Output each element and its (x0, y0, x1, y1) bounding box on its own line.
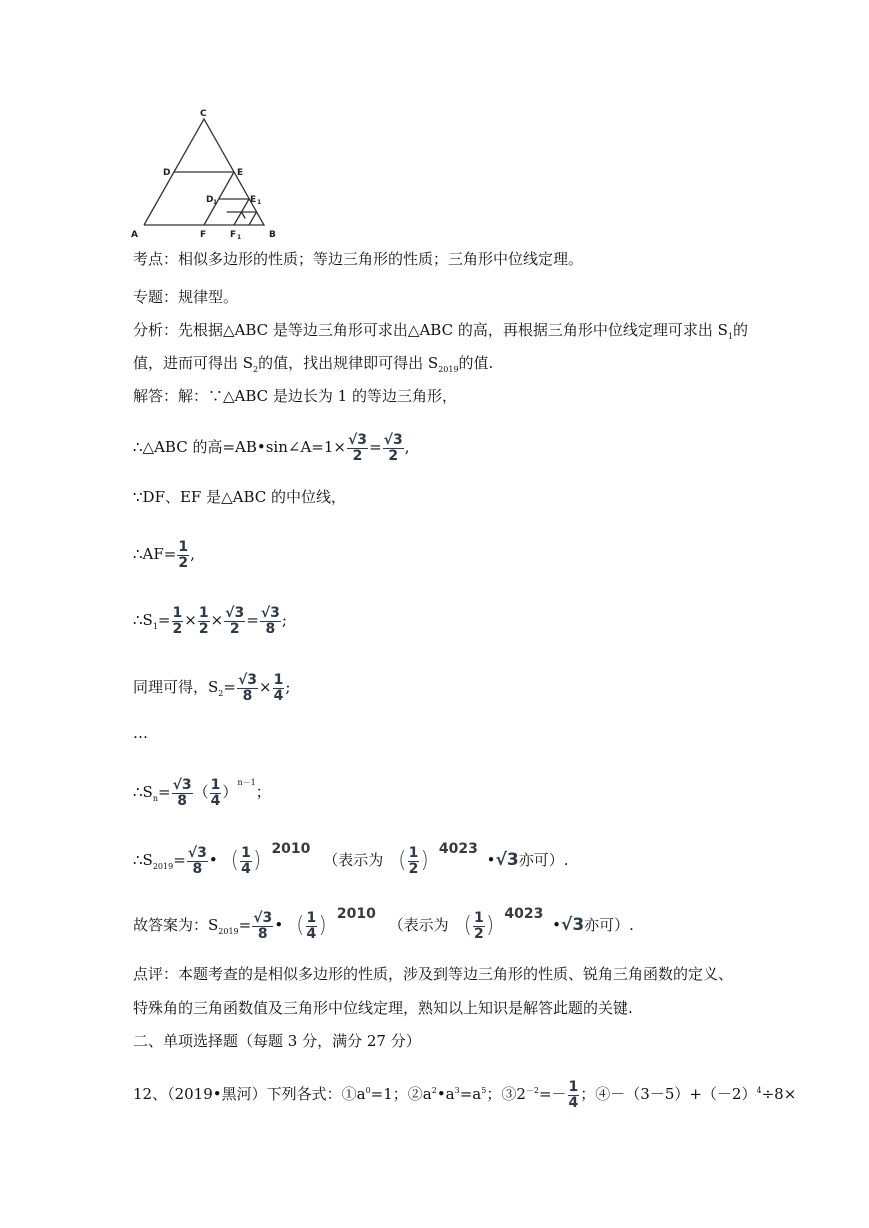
s2019-rparen-2: ) (420, 848, 429, 873)
answer-alt-end: 亦可）. (584, 916, 634, 934)
s2019-pre: ∴S (133, 851, 153, 869)
answer-sqrt3: √3 (560, 915, 585, 935)
q12-sup5: 5 (481, 1086, 487, 1095)
fraction-sqrt3-over-2: $\frac{√3}{2}$ (347, 431, 368, 464)
fenxi-line-2 (133, 353, 493, 380)
answer-line (133, 905, 634, 952)
label-d1-sub: 1 (213, 199, 218, 206)
q12-e: ；③2 (486, 1085, 526, 1103)
s2-eq: = (223, 678, 236, 696)
q12-c: •a (436, 1085, 455, 1103)
jieda-line: 解答：解：∵△ABC 是边长为 1 的等边三角形， (133, 387, 457, 405)
s2019-eq: = (173, 851, 186, 869)
label-d1: D (206, 195, 214, 205)
s1-sub: 1 (152, 622, 158, 631)
sn-exp: n－1 (237, 778, 256, 787)
sn-line (133, 772, 271, 816)
s2019-dot-1: • (208, 851, 218, 869)
answer-pre: 故答案为：S (133, 916, 219, 934)
q12-sup4: 4 (756, 1086, 762, 1095)
s2019-alt-pre: （表示为 (323, 851, 384, 869)
sn-end: ； (255, 783, 271, 801)
s2019-lparen-1: ( (230, 848, 240, 873)
s2-fraction-b: $\frac{1}{4}$ (273, 671, 284, 704)
af-pre: ∴AF= (133, 545, 177, 563)
s2-fraction-a: $\frac{√3}{8}$ (237, 671, 258, 704)
s2019-exp-2010: 2010 (271, 841, 311, 857)
s2019-rparen-1: ) (252, 848, 262, 873)
segment-inner2 (249, 212, 257, 225)
s1-times-2: × (210, 611, 224, 629)
label-f1-sub: 1 (237, 234, 242, 240)
answer-exp-2010: 2010 (336, 906, 376, 922)
label-e1-sub: 1 (257, 199, 262, 206)
answer-lparen-2: ( (463, 913, 473, 938)
fenxi-b2: 的值，找出规律即可得出 S (258, 354, 439, 372)
segment-inner3 (242, 212, 246, 219)
q12-b: =1；②a (370, 1085, 432, 1103)
answer-sub: 2019 (218, 927, 239, 936)
label-b: B (269, 230, 276, 240)
q12-sup3: 3 (454, 1086, 460, 1095)
fenxi-b1: 值，进而可得出 S (133, 354, 254, 372)
s1-fraction-b: $\frac{1}{2}$ (198, 604, 209, 637)
answer-eq: = (238, 916, 252, 934)
label-a: A (131, 230, 138, 240)
sn-fraction-a: $\frac{√3}{8}$ (172, 776, 192, 809)
fenxi-b3: 的值. (458, 354, 494, 372)
sn-lparen: （ (193, 783, 209, 801)
question-12 (133, 1074, 796, 1111)
s1-eq-2: = (246, 611, 259, 629)
dianping-line-1: 点评：本题考查的是相似多边形的性质，涉及到等边三角形的性质、锐角三角函数的定义、 (133, 965, 734, 983)
s2-end: ; (285, 678, 291, 696)
s2-pre: 同理可得，S (133, 678, 219, 696)
q12-h: ÷8× (761, 1085, 797, 1103)
s2019-lparen-2: ( (397, 848, 407, 873)
s1-end: ; (281, 611, 287, 629)
q12-d: =a (459, 1085, 482, 1103)
s2019-sub: 2019 (152, 862, 174, 871)
label-e: E (237, 168, 244, 178)
fraction-sqrt3-over-2-result: $\frac{√3}{2}$ (383, 431, 403, 464)
s2019-sqrt3: √3 (495, 850, 519, 870)
s1-pre: ∴S (133, 611, 153, 629)
answer-lparen-1: ( (295, 913, 305, 938)
s1-times-1: × (184, 611, 197, 629)
answer-rparen-2: ) (485, 913, 495, 938)
section-2-heading: 二、单项选择题（每题 3 分，满分 27 分） (133, 1032, 421, 1050)
q12-fraction-1-over-4: $\frac{1}{4}$ (568, 1078, 579, 1111)
answer-alt-pre: （表示为 (388, 916, 449, 934)
answer-fraction-c: $\frac{1}{2}$ (474, 909, 484, 942)
q12-g: ；④－（3－5）+（－2） (580, 1085, 757, 1103)
answer-rparen-1: ) (318, 913, 327, 938)
s2-line (133, 670, 290, 711)
label-f: F (200, 230, 207, 240)
s1-fraction-result: $\frac{√3}{8}$ (260, 604, 280, 637)
s2019-line (133, 840, 568, 887)
s1-fraction-a: $\frac{1}{2}$ (172, 604, 183, 637)
s2019-fraction-b: $\frac{1}{4}$ (241, 844, 251, 877)
label-c: C (200, 109, 207, 119)
answer-dot-2: • (552, 916, 561, 934)
s1-eq: = (157, 611, 171, 629)
s1-fraction-c: $\frac{√3}{2}$ (225, 604, 245, 637)
height-pre: ∴△ABC 的高=AB•sin∠A=1× (133, 438, 346, 456)
s1-line (133, 603, 287, 644)
answer-exp-4023: 4023 (504, 906, 544, 922)
height-eq: = (369, 438, 382, 456)
label-e1: E (250, 195, 257, 205)
s2-times: × (259, 678, 272, 696)
fenxi-b-sub1: 2 (253, 365, 259, 374)
median-line: ∵DF、EF 是△ABC 的中位线， (133, 488, 347, 506)
q12-supm2: －2 (525, 1086, 539, 1095)
sn-pre: ∴S (133, 783, 153, 801)
answer-fraction-b: $\frac{1}{4}$ (306, 909, 317, 942)
sn-sub: n (152, 794, 158, 803)
fenxi-a-end: 的 (732, 321, 748, 339)
dianping-line-2: 特殊角的三角函数值及三角形中位线定理，熟知以上知识是解答此题的关键. (133, 999, 633, 1017)
s2019-dot-2: • (486, 851, 496, 869)
q12-sup2: 2 (431, 1086, 437, 1095)
height-end: , (404, 438, 410, 456)
fenxi-a: 分析：先根据△ABC 是等边三角形可求出△ABC 的高，再根据三角形中位线定理可求出 S (133, 321, 728, 339)
zhuanti-line: 专题：规律型。 (133, 288, 239, 306)
af-end: , (190, 545, 195, 563)
sn-rparen: ） (222, 783, 238, 801)
q12-f: =－ (538, 1085, 567, 1103)
fenxi-b-sub2: 2019 (438, 365, 459, 374)
sn-eq: = (157, 783, 171, 801)
s2019-fraction-c: $\frac{1}{2}$ (408, 844, 419, 877)
label-d: D (163, 168, 171, 178)
q12-a: 12、（2019•黑河）下列各式：①a (133, 1085, 366, 1103)
s2-sub: 2 (218, 689, 224, 698)
fraction-1-over-2: $\frac{1}{2}$ (178, 538, 189, 571)
fenxi-line-1 (133, 320, 748, 347)
s2019-exp-4023: 4023 (438, 841, 478, 857)
af-line (133, 537, 195, 571)
s2019-alt-end: 亦可）. (518, 851, 569, 869)
triangle-figure (128, 105, 288, 240)
kaodian-line: 考点：相似多边形的性质；等边三角形的性质；三角形中位线定理。 (133, 250, 584, 268)
answer-fraction-a: $\frac{√3}{8}$ (253, 909, 273, 942)
s2019-fraction-a: $\frac{√3}{8}$ (187, 844, 207, 877)
height-line (133, 430, 410, 464)
sn-fraction-b: $\frac{1}{4}$ (210, 776, 221, 809)
answer-dot-1: • (274, 916, 284, 934)
ellipsis-line: … (133, 724, 148, 742)
q12-sup0: 0 (365, 1086, 371, 1095)
label-f1: F (230, 230, 237, 240)
fenxi-a-sub: 1 (727, 332, 733, 341)
